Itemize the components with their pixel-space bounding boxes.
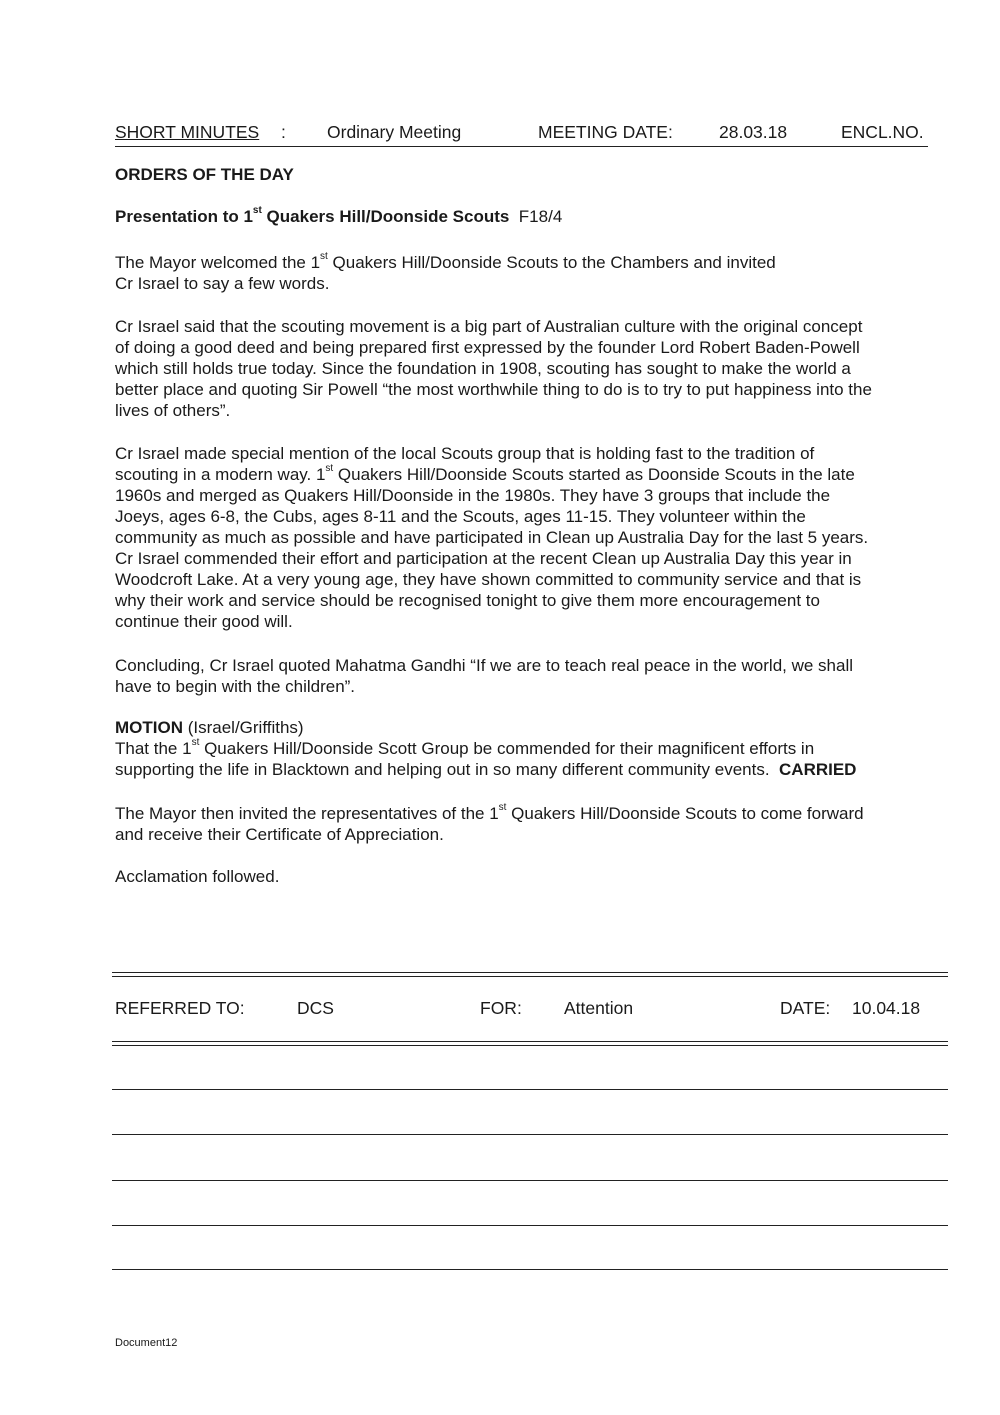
encl-no-label: ENCL.NO. (841, 122, 924, 142)
para2-line: which still holds true today. Since the foundation in 1908, scouting has sought to make the world a (115, 359, 851, 378)
paragraph-local-scouts (115, 443, 945, 632)
para1-sup: st (320, 251, 328, 263)
short-minutes-label: SHORT MINUTES (115, 122, 260, 142)
paragraph-certificate (115, 803, 945, 845)
motion-line1-post: Quakers Hill/Doonside Scott Group be commended for their magnificent efforts in (199, 739, 815, 758)
para5-sup: st (498, 802, 507, 814)
date-value: 10.04.18 (852, 998, 921, 1018)
referred-to-label: REFERRED TO: (115, 998, 245, 1018)
minutes-header (115, 120, 928, 147)
paragraph-scouting-movement (115, 316, 945, 421)
para3-line: why their work and service should be recognised tonight to give them more encouragement to (115, 591, 820, 610)
header-colon: : (281, 122, 286, 142)
para3-line: Cr Israel commended their effort and participation at the recent Clean up Australia Day this year in (115, 549, 852, 568)
file-reference: F18/4 (518, 207, 563, 226)
blank-line (112, 1089, 948, 1090)
para1-line2: Cr Israel to say a few words. (115, 274, 330, 293)
para2-line: Cr Israel said that the scouting movement is a big part of Australian culture with the original concept (115, 317, 863, 336)
motion-block (115, 717, 945, 780)
for-label: FOR: (480, 998, 522, 1018)
presentation-title-pre: Presentation to 1 (115, 207, 253, 226)
motion-result: CARRIED (779, 760, 857, 779)
motion-movers: (Israel/Griffiths) (183, 718, 304, 737)
referred-to-value: DCS (297, 998, 334, 1018)
para1-line1-pre: The Mayor welcomed the 1 (115, 253, 321, 272)
para5-line2: and receive their Certificate of Appreciation. (115, 825, 444, 844)
para2-line: of doing a good deed and being prepared first expressed by the founder Lord Robert Baden-Powell (115, 338, 860, 357)
orders-heading: ORDERS OF THE DAY (115, 165, 294, 184)
motion-line2: supporting the life in Blacktown and helping out in so many different community events. (115, 760, 780, 779)
para5-line1-post: Quakers Hill/Doonside Scouts to come forward (506, 804, 864, 823)
para3-line: Woodcroft Lake. At a very young age, they have shown committed to community service and that is (115, 570, 862, 589)
meeting-date-label: MEETING DATE: (538, 122, 673, 142)
date-label: DATE: (780, 998, 831, 1018)
referral-top-rule (112, 972, 948, 977)
meeting-type: Ordinary Meeting (327, 122, 462, 142)
presentation-title-sup: st (252, 205, 262, 217)
referral-bottom-rule (112, 1041, 948, 1046)
blank-line (112, 1134, 948, 1135)
para2-line: lives of others”. (115, 401, 231, 420)
para3-line: continue their good will. (115, 612, 293, 631)
para3-sup: st (325, 463, 334, 475)
para3-line2-post: Quakers Hill/Doonside Scouts started as Doonside Scouts in the late (333, 465, 855, 484)
for-value: Attention (564, 998, 634, 1018)
motion-sup: st (191, 737, 200, 749)
blank-line (112, 1269, 948, 1270)
motion-label: MOTION (115, 718, 183, 737)
para3-line: Cr Israel made special mention of the local Scouts group that is holding fast to the tradition of (115, 444, 815, 463)
presentation-title-post: Quakers Hill/Doonside Scouts (261, 207, 510, 226)
para2-line: better place and quoting Sir Powell “the most worthwhile thing to do is to try to put happiness into the (115, 380, 872, 399)
blank-line (112, 1180, 948, 1181)
para1-line1-post: Quakers Hill/Doonside Scouts to the Chambers and invited (327, 253, 776, 272)
paragraph-concluding (115, 655, 945, 697)
para4-line: Concluding, Cr Israel quoted Mahatma Gandhi “If we are to teach real peace in the world, we shall (115, 656, 854, 675)
acclamation-text: Acclamation followed. (115, 867, 280, 886)
para5-line1-pre: The Mayor then invited the representatives of the 1 (115, 804, 499, 823)
motion-line1-pre: That the 1 (115, 739, 192, 758)
para3-line: 1960s and merged as Quakers Hill/Doonside in the 1980s. They have 3 groups that include the (115, 486, 831, 505)
para3-line2-pre: scouting in a modern way. 1 (115, 465, 326, 484)
para3-line: community as much as possible and have participated in Clean up Australia Day for the last 5 years. (115, 528, 869, 547)
meeting-date: 28.03.18 (719, 122, 788, 142)
paragraph-welcome (115, 252, 945, 294)
para4-line: have to begin with the children”. (115, 677, 356, 696)
para3-line: Joeys, ages 6-8, the Cubs, ages 8-11 and the Scouts, ages 11-15. They volunteer within the (115, 507, 806, 526)
document-name: Document12 (115, 1337, 178, 1349)
presentation-heading (115, 207, 562, 227)
blank-line (112, 1225, 948, 1226)
